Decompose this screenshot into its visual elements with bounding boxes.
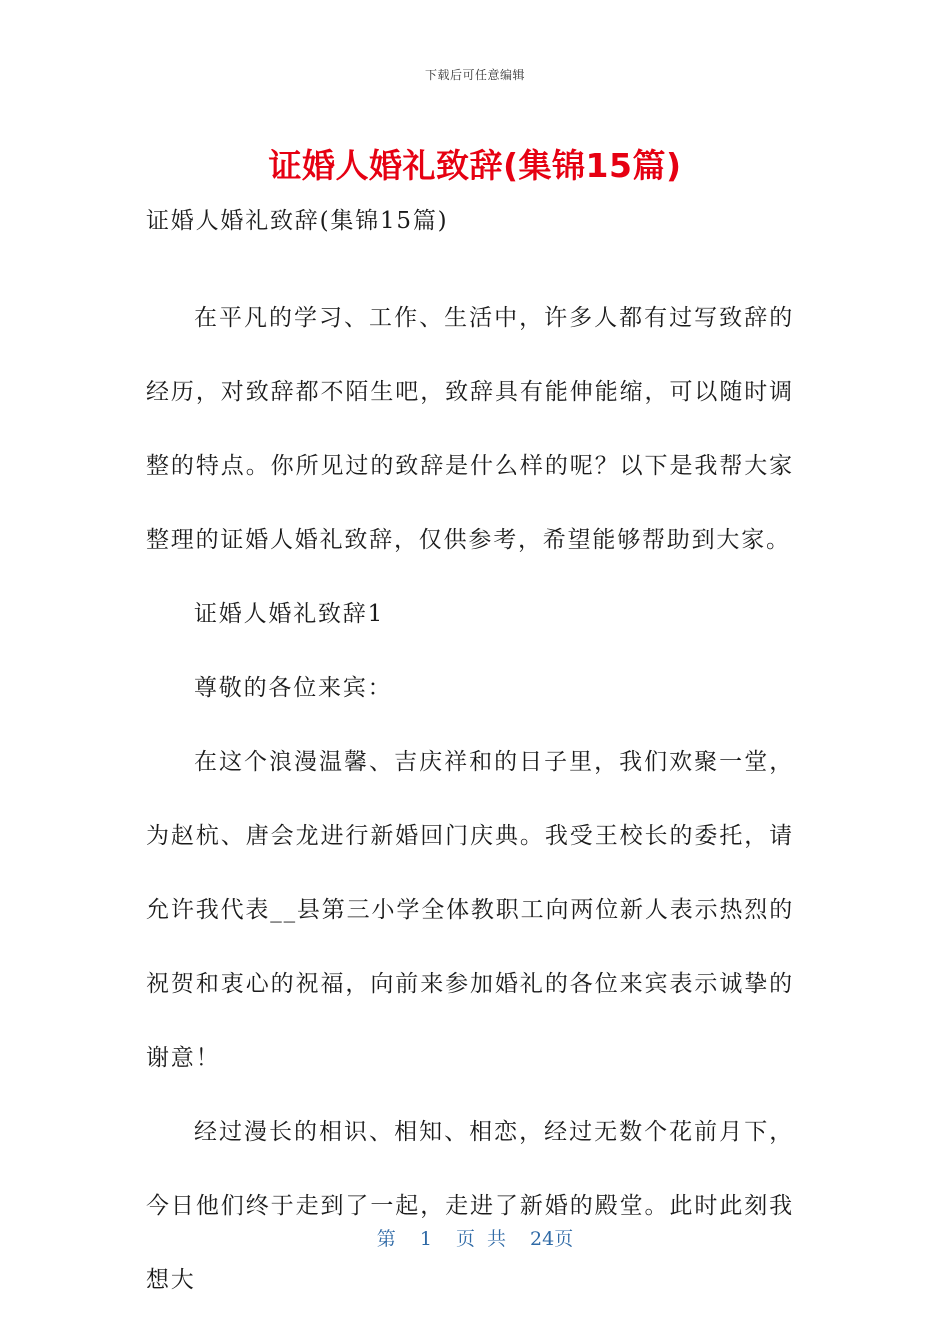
paragraph-story: 经过漫长的相识、相知、相恋，经过无数个花前月下，今日他们终于走到了一起，走进了新婚的殿堂。此时此刻我想大 bbox=[146, 1119, 794, 1293]
footer-label-page: 第 bbox=[376, 1228, 396, 1250]
footer-current-page: 1 bbox=[419, 1228, 432, 1250]
footer-total-pages: 24页 bbox=[530, 1228, 574, 1250]
document-subtitle-line: 证婚人婚礼致辞(集锦15篇) bbox=[146, 208, 449, 234]
document-title: 证婚人婚礼致辞(集锦15篇) bbox=[268, 146, 682, 185]
footer-label-of: 页 共 bbox=[455, 1228, 506, 1250]
document-body bbox=[146, 199, 794, 1317]
paragraph-intro: 在平凡的学习、工作、生活中，许多人都有过写致辞的经历，对致辞都不陌生吧，致辞具有能伸能缩，可以随时调整的特点。你所见过的致辞是什么样的呢？以下是我帮大家整理的证婚人婚礼致辞，仅供参考，希望能够帮助到大家。 bbox=[146, 305, 794, 553]
page-footer bbox=[0, 1224, 950, 1251]
paragraph-blessing: 在这个浪漫温馨、吉庆祥和的日子里，我们欢聚一堂，为赵杭、唐会龙进行新婚回门庆典。我受王校长的委托，请允许我代表__县第三小学全体教职工向两位新人表示热烈的祝贺和衷心的祝福，向前来参加婚礼的各位来宾表示诚挚的谢意！ bbox=[146, 749, 794, 1071]
salutation: 尊敬的各位来宾： bbox=[194, 675, 393, 701]
page-header-note: 下载后可任意编辑 bbox=[424, 68, 525, 82]
section-heading: 证婚人婚礼致辞1 bbox=[194, 601, 385, 627]
